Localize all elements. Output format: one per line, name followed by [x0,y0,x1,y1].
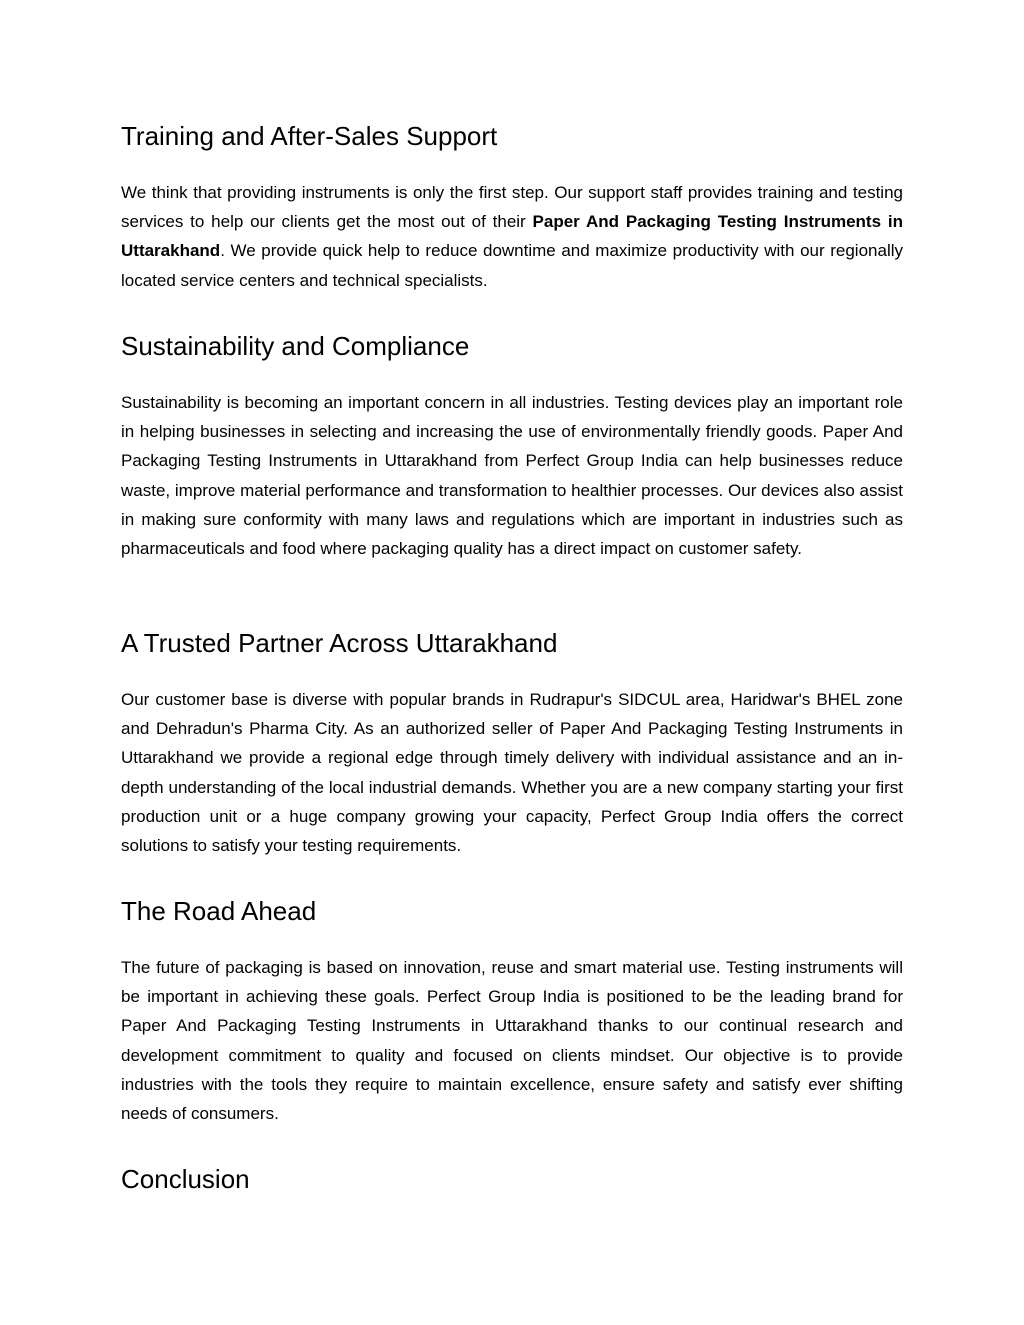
section-heading: The Road Ahead [121,896,317,926]
section-heading: A Trusted Partner Across Uttarakhand [121,628,558,658]
paragraph-bold-text: Paper And Packaging Testing Instruments in Uttarakhand [121,212,903,261]
section-heading: Training and After-Sales Support [121,121,498,151]
section-paragraph: Sustainability is becoming an important concern in all industries. Testing devices play an important role in helping businesses in selecting and increasing the use of environmentally friendly goods. Paper And Packaging Testing Instruments in Uttarakhand from Perfect Group India can help businesses reduce waste, improve material performance and transformation to healthier processes. Our devices also assist in making sure conformity with many laws and regulations which are important in industries such as pharmaceuticals and food where packaging quality has a direct impact on customer safety. [121,393,903,559]
section-sustainability-compliance [121,330,903,563]
section-paragraph: The future of packaging is based on innovation, reuse and smart material use. Testing instruments will be important in achieving these goals. Perfect Group India is positioned to be the leading brand for Paper And Packaging Testing Instruments in Uttarakhand thanks to our continual research and development commitment to quality and focused on clients mindset. Our objective is to provide industries with the tools they require to maintain excellence, ensure safety and satisfy ever shifting needs of consumers. [121,958,903,1124]
section-heading: Sustainability and Compliance [121,331,470,361]
section-conclusion [121,1163,903,1195]
paragraph-text: We think that providing instruments is only the first step. Our support staff provides training and testing services to help our clients get the most out of their [121,183,903,232]
section-paragraph: Our customer base is diverse with popular brands in Rudrapur's SIDCUL area, Haridwar's BHEL zone and Dehradun's Pharma City. As an authorized seller of Paper And Packaging Testing Instruments in Uttarakhand we provide a regional edge through timely delivery with individual assistance and an in-depth understanding of the local industrial demands. Whether you are a new company starting your first production unit or a huge company growing your capacity, Perfect Group India offers the correct solutions to satisfy your testing requirements. [121,690,903,856]
paragraph-text: . We provide quick help to reduce downtime and maximize productivity with our regionally located service centers and technical specialists. [121,241,903,290]
section-training-support [121,120,903,295]
section-heading: Conclusion [121,1164,250,1194]
section-paragraph [121,178,903,295]
section-road-ahead [121,895,903,1128]
section-trusted-partner [121,627,903,860]
